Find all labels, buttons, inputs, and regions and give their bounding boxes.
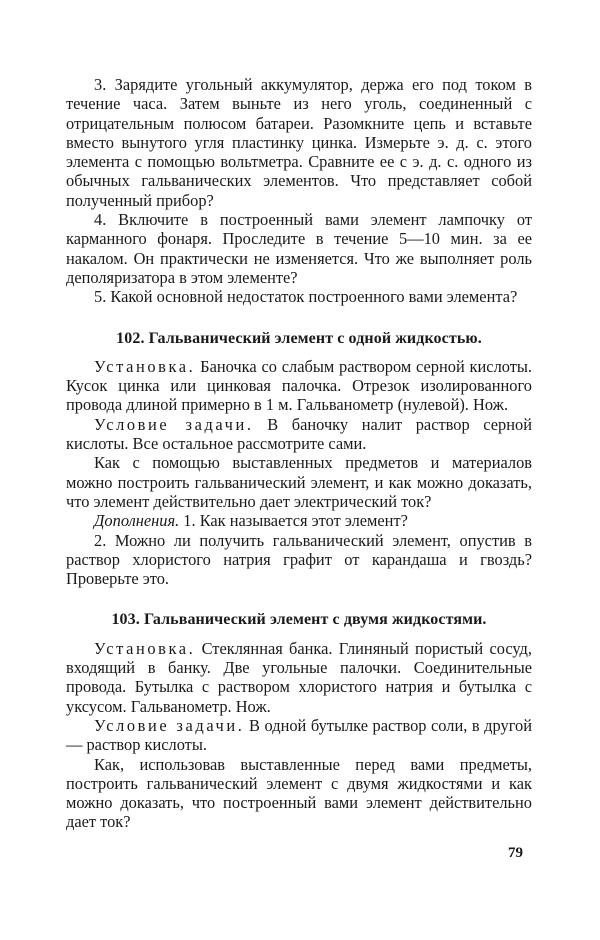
page-body [66, 75, 532, 832]
task-text-102: В баночку налит раствор серной кислоты. Все остальное рассмотрите сами. [66, 414, 532, 454]
question-102: Как с помощью выставленных предметов и материалов можно построить гальванический элемент, и как можно доказать, что элемент действительно дает электрический ток? [66, 453, 532, 511]
addition-2-102: 2. Можно ли получить гальванический элемент, опустив в раствор хлористого натрия графит от карандаша и гвоздь? Проверьте это. [66, 530, 532, 589]
paragraph-3: 3. Зарядите угольный аккумулятор, держа его под током в течение часа. Затем выньте из него уголь, соединенный с отрицательным полюсом батареи. Разомкните цепь и вставьте вместо вынутого угля пластинку цинка. Измерьте э. д. с. этого элемента с помощью вольтметра. Сравните ее с э. д. с. одного из обычных гальванических элементов. Что представляет собой полученный прибор? [66, 75, 532, 210]
setup-label-102: Установка. [94, 356, 196, 376]
heading-102: 102. Гальванический элемент с одной жидкостью. [116, 329, 482, 347]
heading-103: 103. Гальванический элемент с двумя жидкостями. [111, 611, 487, 629]
task-text-103: В одной бутылке раствор соли, в другой — раствор кислоты. [66, 715, 532, 755]
paragraph-5: 5. Какой основной недостаток построенного вами элемента? [94, 287, 518, 307]
additions-text-102: 1. Как называется этот элемент? [179, 511, 408, 531]
setup-text-103: Стеклянная банка. Глиняный пористый сосуд, входящий в банку. Две угольные палочки. Соединительные провода. Бутылка с раствором хлористого натрия и бутылка с уксусом. Гальванометр. Нож. [66, 638, 532, 716]
task-label-102: Условие задачи. [94, 414, 254, 434]
additions-label-102: Дополнения. [94, 511, 180, 531]
task-102 [66, 415, 532, 454]
additions-102 [66, 511, 532, 530]
task-103 [66, 716, 532, 755]
setup-label-103: Установка. [94, 638, 196, 658]
setup-102 [66, 357, 532, 415]
page-number: 79 [508, 845, 523, 861]
setup-text-102: Баночка со слабым раствором серной кислоты. Кусок цинка или цинковая палочка. Отрезок изолированного провода длиной примерно в 1 м. Гальванометр (нулевой). Нож. [66, 356, 532, 415]
setup-103 [66, 639, 532, 716]
paragraph-4: 4. Включите в построенный вами элемент лампочку от карманного фонаря. Проследите в течение 5—10 мин. за ее накалом. Он практически не изменяется. Что же выполняет роль деполяризатора в этом элементе? [66, 210, 532, 287]
task-label-103: Условие задачи. [94, 715, 245, 735]
question-103: Как, использовав выставленные перед вами предметы, построить гальванический элемент с двумя жидкостями и как можно доказать, что построенный вами элемент действительно дает ток? [66, 754, 532, 832]
